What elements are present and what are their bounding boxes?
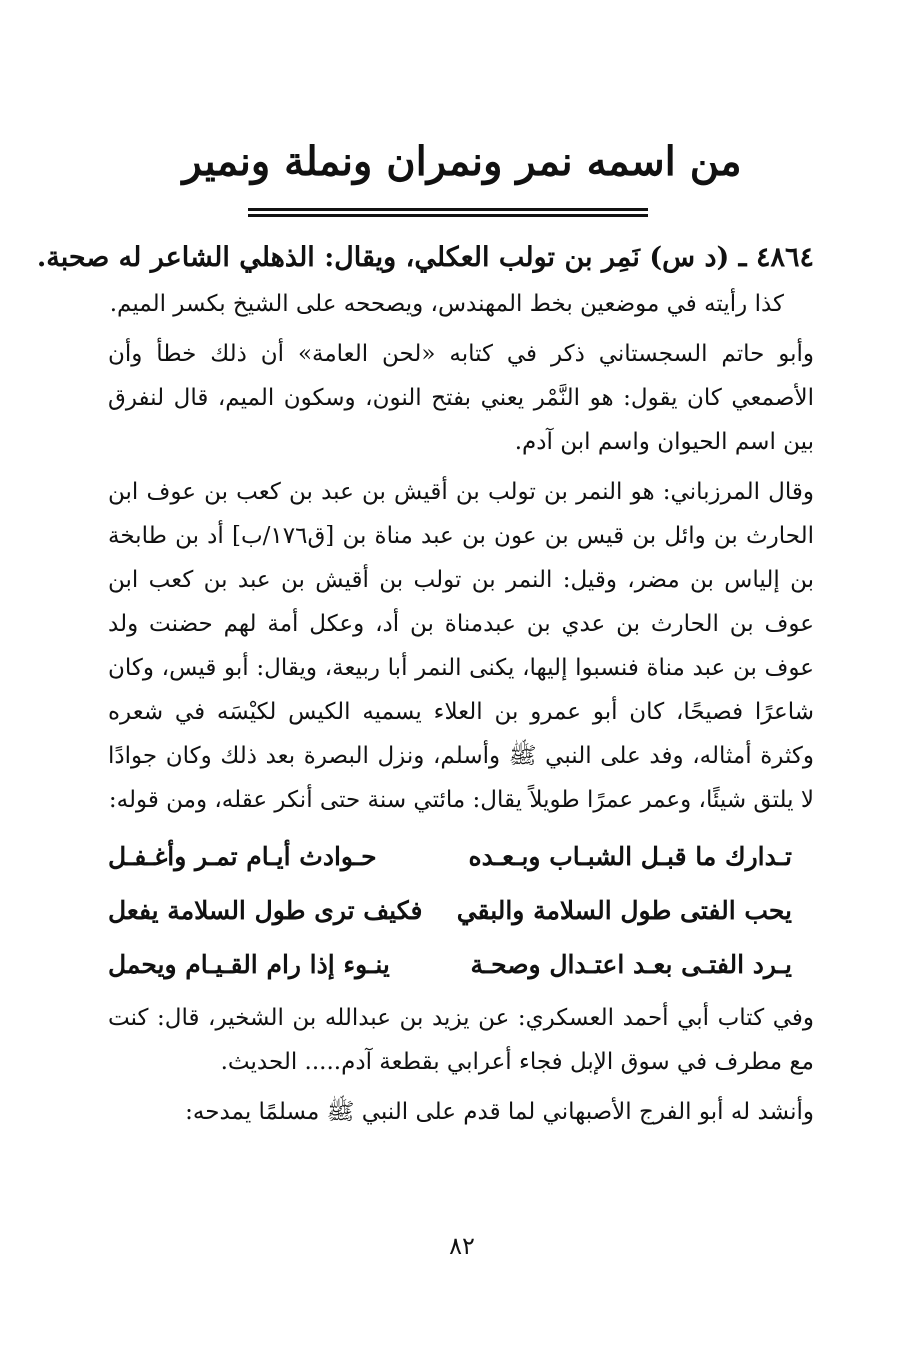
poem: [108, 830, 814, 992]
page-body: [36, 234, 814, 1140]
paragraph-sijistani: وأبو حاتم السجستاني ذكر في كتابه «لحن العامة» أن ذلك خطأ وأن الأصمعي كان يقول: هو النَّمْر يعني بفتح النون، وسكون الميم، قال لنفرق بين اسم الحيوان واسم ابن آدم.: [108, 341, 814, 455]
poem-verse: [108, 830, 814, 884]
chapter-title: من اسمه نمر ونمران ونملة ونمير: [182, 138, 742, 185]
title-underline-top: [248, 208, 648, 211]
verse-first-hemistich: تـدارك ما قبـل الشبـاب وبـعـده: [468, 842, 792, 871]
paragraph-marzubani: وقال المرزباني: هو النمر بن تولب بن أقيش بن عبد بن كعب بن عوف ابن الحارث بن وائل بن قيس بن عون بن عبد مناة بن [ق١٧٦/ب] أد بن طابخة بن إلياس بن مضر، وقيل: النمر بن تولب بن أقيش بن عبد بن كعب ابن عوف بن الحارث بن عدي بن عبدمناة بن أد، وعكل أمة لهم حضنت ولد عوف بن عبد مناة فنسبوا إليها، يكنى النمر أبا ربيعة، ويقال: أبو قيس، وكان شاعرًا فصيحًا، كان أبو عمرو بن العلاء يسميه الكيس لكيْسَه في شعره وكثرة أمثاله، وفد على النبي ﷺ وأسلم، ونزل البصرة بعد ذلك وكان جوادًا لا يلتق شيئًا، وعمر عمرًا طويلاً يقال: مائتي سنة حتى أنكر عقله، ومن قوله:: [108, 479, 814, 813]
poem-verse: [108, 938, 814, 992]
verse-second-hemistich: حـوادث أيـام تمـر وأغـفـل: [108, 842, 377, 871]
paragraph-isfahani: وأنشد له أبو الفرج الأصبهاني لما قدم على النبي ﷺ مسلمًا يمدحه:: [185, 1099, 814, 1125]
paragraph-orthography: كذا رأيته في موضعين بخط المهندس، ويصححه على الشيخ بكسر الميم.: [109, 291, 784, 317]
verse-first-hemistich: يحب الفتى طول السلامة والبقي: [456, 896, 792, 925]
paragraph-askari: وفي كتاب أبي أحمد العسكري: عن يزيد بن عبدالله بن الشخير، قال: كنت مع مطرف في سوق الإبل فجاء أعرابي بقطعة آدم..... الحديث.: [108, 1005, 814, 1075]
poem-verse: [108, 884, 814, 938]
verse-second-hemistich: ينـوء إذا رام القـيـام ويحمل: [108, 950, 390, 979]
page-number: ٨٢: [449, 1232, 475, 1260]
entry-heading: ٤٨٦٤ ـ (د س) نَمِر بن تولب العكلي، ويقال: الذهلي الشاعر له صحبة.: [36, 242, 814, 273]
verse-first-hemistich: يـرد الفتـى بعـد اعتـدال وصحـة: [470, 950, 792, 979]
title-underline-bottom: [248, 214, 648, 217]
verse-second-hemistich: فكيف ترى طول السلامة يفعل: [108, 896, 423, 925]
